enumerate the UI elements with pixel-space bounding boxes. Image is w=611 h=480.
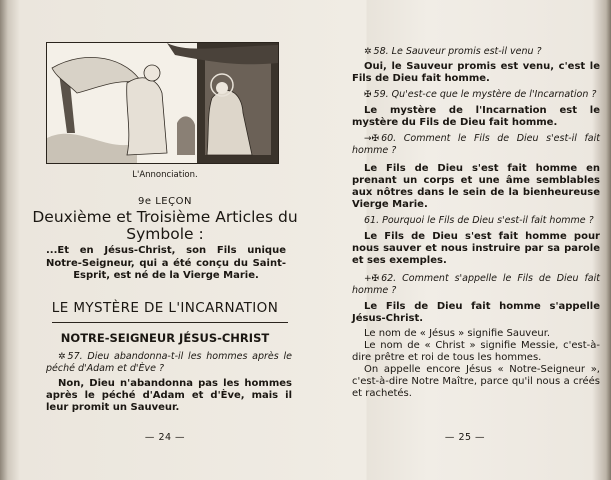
question-60: →✠ 60. Comment le Fils de Dieu s'est-il fait homme ? xyxy=(352,133,600,156)
answer-57: Non, Dieu n'abandonna pas les hommes après le péché d'Adam et d'Ève, mais il leur promit un Sauveur. xyxy=(46,378,292,413)
question-57: ✲ 57. Dieu abandonna-t-il les hommes après le péché d'Adam et d'Ève ? xyxy=(46,351,292,374)
question-59: ✠ 59. Qu'est-ce que le mystère de l'Incarnation ? xyxy=(364,89,597,100)
question-58: ✲ 58. Le Sauveur promis est-il venu ? xyxy=(364,46,542,57)
qa-block xyxy=(352,46,600,400)
lesson-title: Deuxième et Troisième Articles du Symbole : xyxy=(32,208,298,243)
question-57-block xyxy=(46,351,292,414)
answer-60: Le Fils de Dieu s'est fait homme en prenant un corps et une âme semblables aux nôtres dans le sein de la bienheureuse Vierge Marie. xyxy=(352,163,600,210)
annunciation-illustration xyxy=(46,42,279,164)
cross-mark-icon: ✠ xyxy=(364,90,372,100)
note-jesus: Le nom de « Jésus » signifie Sauveur. xyxy=(364,328,551,339)
note-notre-seigneur: On appelle encore Jésus « Notre-Seigneur », c'est-à-dire Notre Maître, parce qu'il nous a créés et rachetés. xyxy=(352,364,600,399)
subsection-title: NOTRE-SEIGNEUR JÉSUS-CHRIST xyxy=(60,331,270,345)
annunciation-picture xyxy=(47,43,278,163)
star-mark-icon: ✲ xyxy=(364,47,372,57)
section-title: LE MYSTÈRE DE L'INCARNATION xyxy=(51,300,279,316)
left-page xyxy=(20,0,310,480)
creed-quote: ...Et en Jésus-Christ, son Fils unique Notre-Seigneur, qui a été conçu du Saint-Esprit, est né de la Vierge Marie. xyxy=(46,245,286,281)
question-62: +✠ 62. Comment s'appelle le Fils de Dieu fait homme ? xyxy=(352,273,600,296)
page-number-right: — 25 — xyxy=(444,432,486,443)
lesson-number: 9e LEÇON xyxy=(138,196,192,207)
divider xyxy=(52,322,288,323)
handwritten-plus-cross-icon: +✠ xyxy=(364,274,380,284)
answer-59: Le mystère de l'Incarnation est le mystère du Fils de Dieu fait homme. xyxy=(352,105,600,128)
handwritten-arrow-cross-icon: →✠ xyxy=(364,134,380,144)
note-christ: Le nom de « Christ » signifie Messie, c'est-à-dire prêtre et roi de tous les hommes. xyxy=(352,340,600,363)
right-page xyxy=(330,0,600,480)
question-61: 61. Pourquoi le Fils de Dieu s'est-il fait homme ? xyxy=(364,215,594,226)
answer-61: Le Fils de Dieu s'est fait homme pour nous sauver et nous instruire par sa parole et ses exemples. xyxy=(352,231,600,266)
illustration-caption: L'Annonciation. xyxy=(132,170,198,180)
answer-62: Le Fils de Dieu fait homme s'appelle Jésus-Christ. xyxy=(352,301,600,324)
page-number-left: — 24 — xyxy=(144,432,186,443)
star-mark-icon: ✲ xyxy=(58,352,66,362)
answer-58: Oui, le Sauveur promis est venu, c'est le Fils de Dieu fait homme. xyxy=(352,61,600,84)
